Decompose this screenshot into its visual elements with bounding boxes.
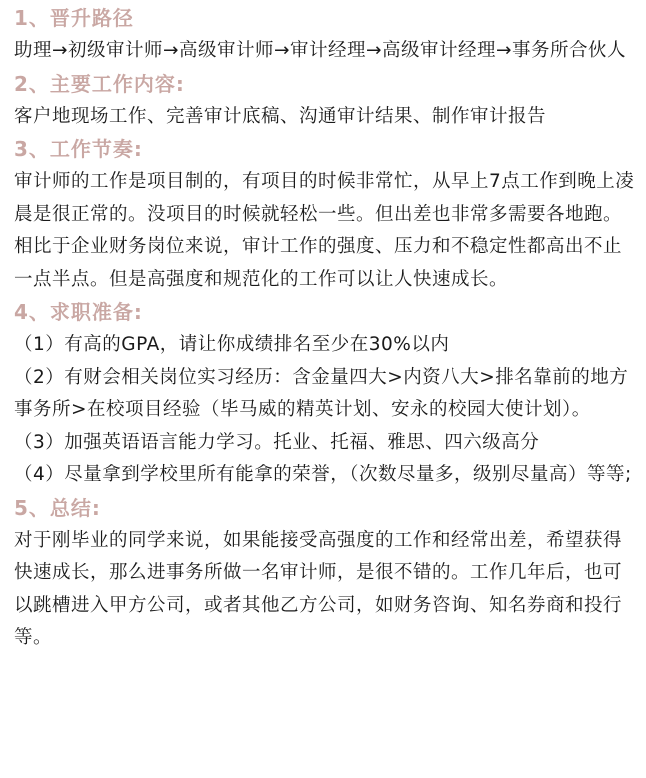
section-work-rhythm (14, 133, 636, 296)
list-item: （2）有财会相关岗位实习经历：含金量四大>内资八大>排名靠前的地方事务所>在校项目经验（毕马威的精英计划、安永的校园大使计划）。 (14, 366, 629, 420)
section-text: 审计师的工作是项目制的，有项目的时候非常忙，从早上7点工作到晚上凌晨是很正常的。没项目的时候就轻松一些。但出差也非常多需要各地跑。相比于企业财务岗位来说，审计工作的强度、压力和不稳定性都高出不止一点半点。但是高强度和规范化的工作可以让人快速成长。 (14, 171, 635, 290)
list-item: （1）有高的GPA，请让你成绩排名至少在30%以内 (14, 334, 450, 355)
list-item: （3）加强英语语言能力学习。托业、托福、雅思、四六级高分 (14, 431, 540, 453)
section-heading: 5、总结: (14, 495, 101, 520)
section-heading: 3、工作节奏: (14, 137, 143, 161)
section-text: 助理→初级审计师→高级审计师→审计经理→高级审计经理→事务所合伙人 (14, 40, 627, 61)
list-item: （4）尽量拿到学校里所有能拿的荣誉，（次数尽量多，级别尽量高）等等; (14, 464, 632, 485)
section-main-work (14, 68, 636, 134)
section-promotion-path (14, 2, 636, 68)
section-summary (14, 492, 636, 655)
section-heading: 4、求职准备: (14, 300, 143, 324)
section-job-preparation (14, 296, 636, 492)
section-heading: 2、主要工作内容: (14, 71, 185, 96)
section-heading: 1、晋升路径 (14, 6, 134, 30)
section-text: 客户地现场工作、完善审计底稿、沟通审计结果、制作审计报告 (14, 105, 547, 127)
section-text: 对于刚毕业的同学来说，如果能接受高强度的工作和经常出差，希望获得快速成长，那么进事务所做一名审计师，是很不错的。工作几年后，也可以跳槽进入甲方公司，或者其他乙方公司，如财务咨询、知名券商和投行等。 (14, 529, 623, 648)
